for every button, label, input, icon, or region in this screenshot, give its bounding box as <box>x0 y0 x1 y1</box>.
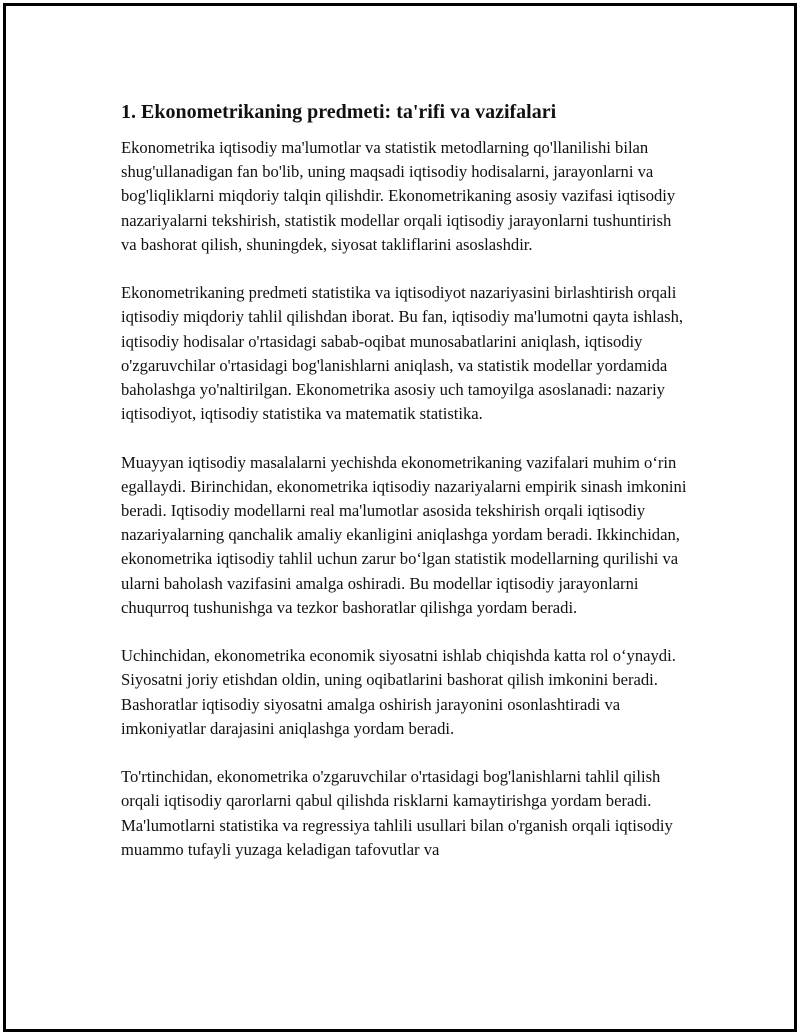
paragraph-4: Uchinchidan, ekonometrika economik siyosatni ishlab chiqishda katta rol o‘ynaydi. Siyosatni joriy etishdan oldin, uning oqibatlarini bashorat qilish imkonini beradi. Bashoratlar iqtisodiy siyosatni amalga oshirish jarayonini osonlashtiradi va imkoniyatlar darajasini aniqlashga yordam beradi. <box>121 646 676 738</box>
paragraph-1: Ekonometrika iqtisodiy ma'lumotlar va statistik metodlarning qo'llanilishi bilan shug'ullanadigan fan bo'lib, uning maqsadi iqtisodiy hodisalarni, jarayonlarni va bog'liqliklarni miqdoriy talqin qilishdir. Ekonometrikaning asosiy vazifasi iqtisodiy nazariyalarni tekshirish, statistik modellar orqali iqtisodiy jarayonlarni tushuntirish va bashorat qilish, shuningdek, siyosat takliflarini asoslashdir. <box>121 138 676 254</box>
paragraph-3: Muayyan iqtisodiy masalalarni yechishda ekonometrikaning vazifalari muhim o‘rin egallaydi. Birinchidan, ekonometrika iqtisodiy nazariyalarni empirik sinash imkonini beradi. Iqtisodiy modellarni real ma'lumotlar asosida tekshirish orqali iqtisodiy nazariyalarning qanchalik amaliy ekanligini aniqlashga yordam beradi. Ikkinchidan, ekonometrika iqtisodiy tahlil uchun zarur bo‘lgan statistik modellarning qurilishi va ularni baholash vazifasini amalga oshiradi. Bu modellar iqtisodiy jarayonlarni chuqurroq tushunishga va tezkor bashoratlar qilishga yordam beradi. <box>121 452 687 617</box>
document-body <box>121 98 691 886</box>
paragraph-5: To'rtinchidan, ekonometrika o'zgaruvchilar o'rtasidagi bog'lanishlarni tahlil qilish orqali iqtisodiy qarorlarni qabul qilishda risklarni kamaytirishga yordam beradi. Ma'lumotlarni statistika va regressiya tahlili usullari bilan o'rganish orqali iqtisodiy muammo tufayli yuzaga keladigan tafovutlar va <box>121 767 673 859</box>
page-frame <box>3 3 797 1032</box>
section-title: 1. Ekonometrikaning predmeti: ta'rifi va vazifalari <box>121 101 557 123</box>
paragraph-2: Ekonometrikaning predmeti statistika va iqtisodiyot nazariyasini birlashtirish orqali iqtisodiy miqdoriy tahlil qilishdan iborat. Bu fan, iqtisodiy ma'lumotni qayta ishlash, iqtisodiy hodisalar o'rtasidagi sabab-oqibat munosabatlarini aniqlash, iqtisodiy o'zgaruvchilar o'rtasidagi bog'lanishlarni aniqlash, va statistik modellar yordamida baholashga yo'naltirilgan. Ekonometrika asosiy uch tamoyilga asoslanadi: nazariy iqtisodiyot, iqtisodiy statistika va matematik statistika. <box>121 283 684 424</box>
